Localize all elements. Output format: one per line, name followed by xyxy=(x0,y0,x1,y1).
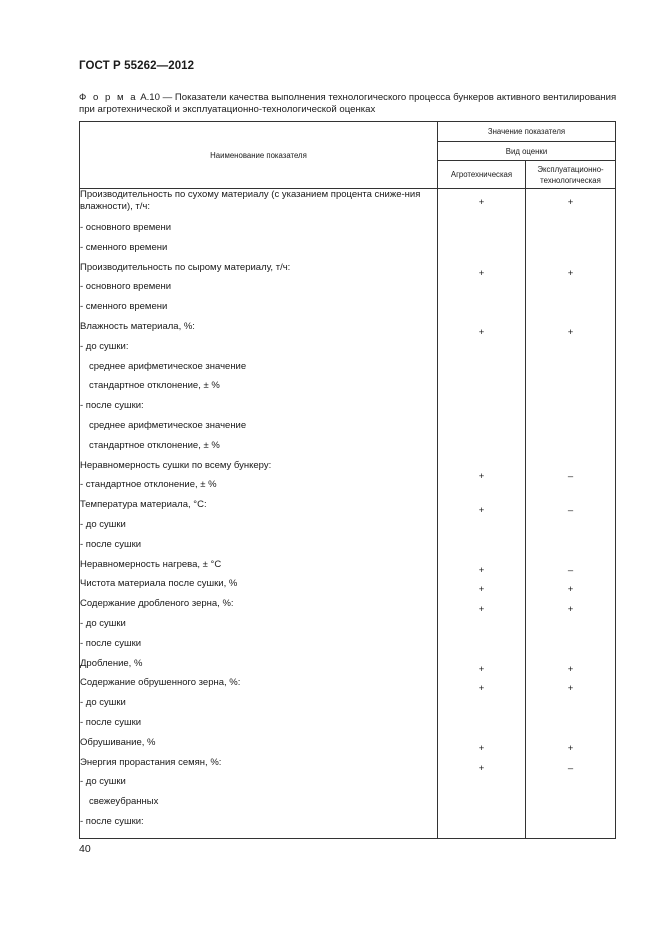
agro-mark: + xyxy=(478,663,485,675)
expl-mark: + xyxy=(567,326,574,338)
column-header-value: Значение показателя xyxy=(438,122,616,142)
table-row-label: среднее арифметическое значение xyxy=(89,419,247,431)
expl-mark: + xyxy=(567,663,574,675)
table-row-label: Содержание обрушенного зерна, %: xyxy=(80,677,241,689)
agro-mark: + xyxy=(478,197,485,208)
table-row-label: Производительность по сухому материалу (с указанием процента сниже-ния влажности), т/ч: xyxy=(80,189,421,212)
expl-mark: – xyxy=(567,762,574,774)
agro-mark: + xyxy=(478,762,485,774)
table-row-label: - основного времени xyxy=(80,222,172,233)
table-row-label: - сменного времени xyxy=(80,241,168,253)
table-row-label: - сменного времени xyxy=(80,301,168,313)
indicator-names-cell xyxy=(80,189,438,839)
table-row-label: Чистота материала после сушки, % xyxy=(80,578,238,590)
agro-mark: + xyxy=(478,505,485,517)
caption-prefix: Ф о р м а xyxy=(79,92,138,103)
expl-mark: + xyxy=(567,604,574,616)
table-row-label: - после сушки: xyxy=(80,815,144,827)
table-row-label: Неравномерность сушки по всему бункеру: xyxy=(80,459,272,471)
agro-mark: + xyxy=(478,326,485,338)
table-row-label: Производительность по сырому материалу, т/ч: xyxy=(80,261,291,273)
page-number: 40 xyxy=(79,843,91,855)
agro-mark: + xyxy=(478,683,485,695)
indicators-table xyxy=(79,121,616,839)
table-row-label: - до сушки xyxy=(80,518,126,530)
table-row-label: свежеубранных xyxy=(89,796,159,808)
agro-mark: + xyxy=(478,267,485,279)
table-row-label: - до сушки xyxy=(80,697,126,709)
column-header-kind: Вид оценки xyxy=(438,142,616,161)
table-row-label: Температура материала, °С: xyxy=(80,499,207,511)
table-row-label: - после сушки xyxy=(80,637,142,649)
expl-mark: + xyxy=(567,584,574,596)
table-row-label: - до сушки xyxy=(80,617,126,629)
caption-text: А.10 — Показатели качества выполнения технологического процесса бункеров активного вентилирования при агротехнической и эксплуатационно-технологической оценках xyxy=(79,92,617,115)
agro-mark: + xyxy=(478,742,485,754)
table-row-label: - после сушки xyxy=(80,538,142,550)
table-row-label: Влажность материала, %: xyxy=(80,320,195,332)
expl-mark: – xyxy=(567,564,574,576)
table-row-label: Обрушивание, % xyxy=(80,736,156,748)
agro-mark: + xyxy=(478,584,485,596)
expl-values-cell xyxy=(526,189,616,839)
table-row-label: - стандартное отклонение, ± % xyxy=(80,479,217,491)
table-row-label: - до сушки: xyxy=(80,340,129,352)
table-caption xyxy=(79,92,619,116)
table-row-label: Энергия прорастания семян, %: xyxy=(80,756,222,768)
table-row-label: - до сушки xyxy=(80,776,126,788)
table-row-label: - после сушки: xyxy=(80,400,144,412)
expl-mark: – xyxy=(567,470,574,482)
table-row-label: Неравномерность нагрева, ± °С xyxy=(80,558,222,570)
expl-mark: – xyxy=(567,505,574,517)
column-header-name: Наименование показателя xyxy=(80,122,438,189)
table-row-label: среднее арифметическое значение xyxy=(89,360,247,372)
expl-mark: + xyxy=(567,742,574,754)
table-row-label: Дробление, % xyxy=(80,657,143,669)
agro-mark: + xyxy=(478,564,485,576)
table-row-label: стандартное отклонение, ± % xyxy=(89,439,220,451)
table-row-label: - после сушки xyxy=(80,716,142,728)
table-row-label: стандартное отклонение, ± % xyxy=(89,380,220,392)
expl-mark: + xyxy=(567,197,574,208)
column-header-agro: Агротехническая xyxy=(438,161,526,189)
expl-mark: + xyxy=(567,683,574,695)
agro-mark: + xyxy=(478,470,485,482)
table-row-label: Содержание дробленого зерна, %: xyxy=(80,598,234,610)
standard-header: ГОСТ Р 55262—2012 xyxy=(79,60,195,72)
agro-values-cell xyxy=(438,189,526,839)
expl-mark: + xyxy=(567,267,574,279)
column-header-expl: Эксплуатационно-технологическая xyxy=(526,161,616,189)
agro-mark: + xyxy=(478,604,485,616)
table-row-label: - основного времени xyxy=(80,281,172,293)
